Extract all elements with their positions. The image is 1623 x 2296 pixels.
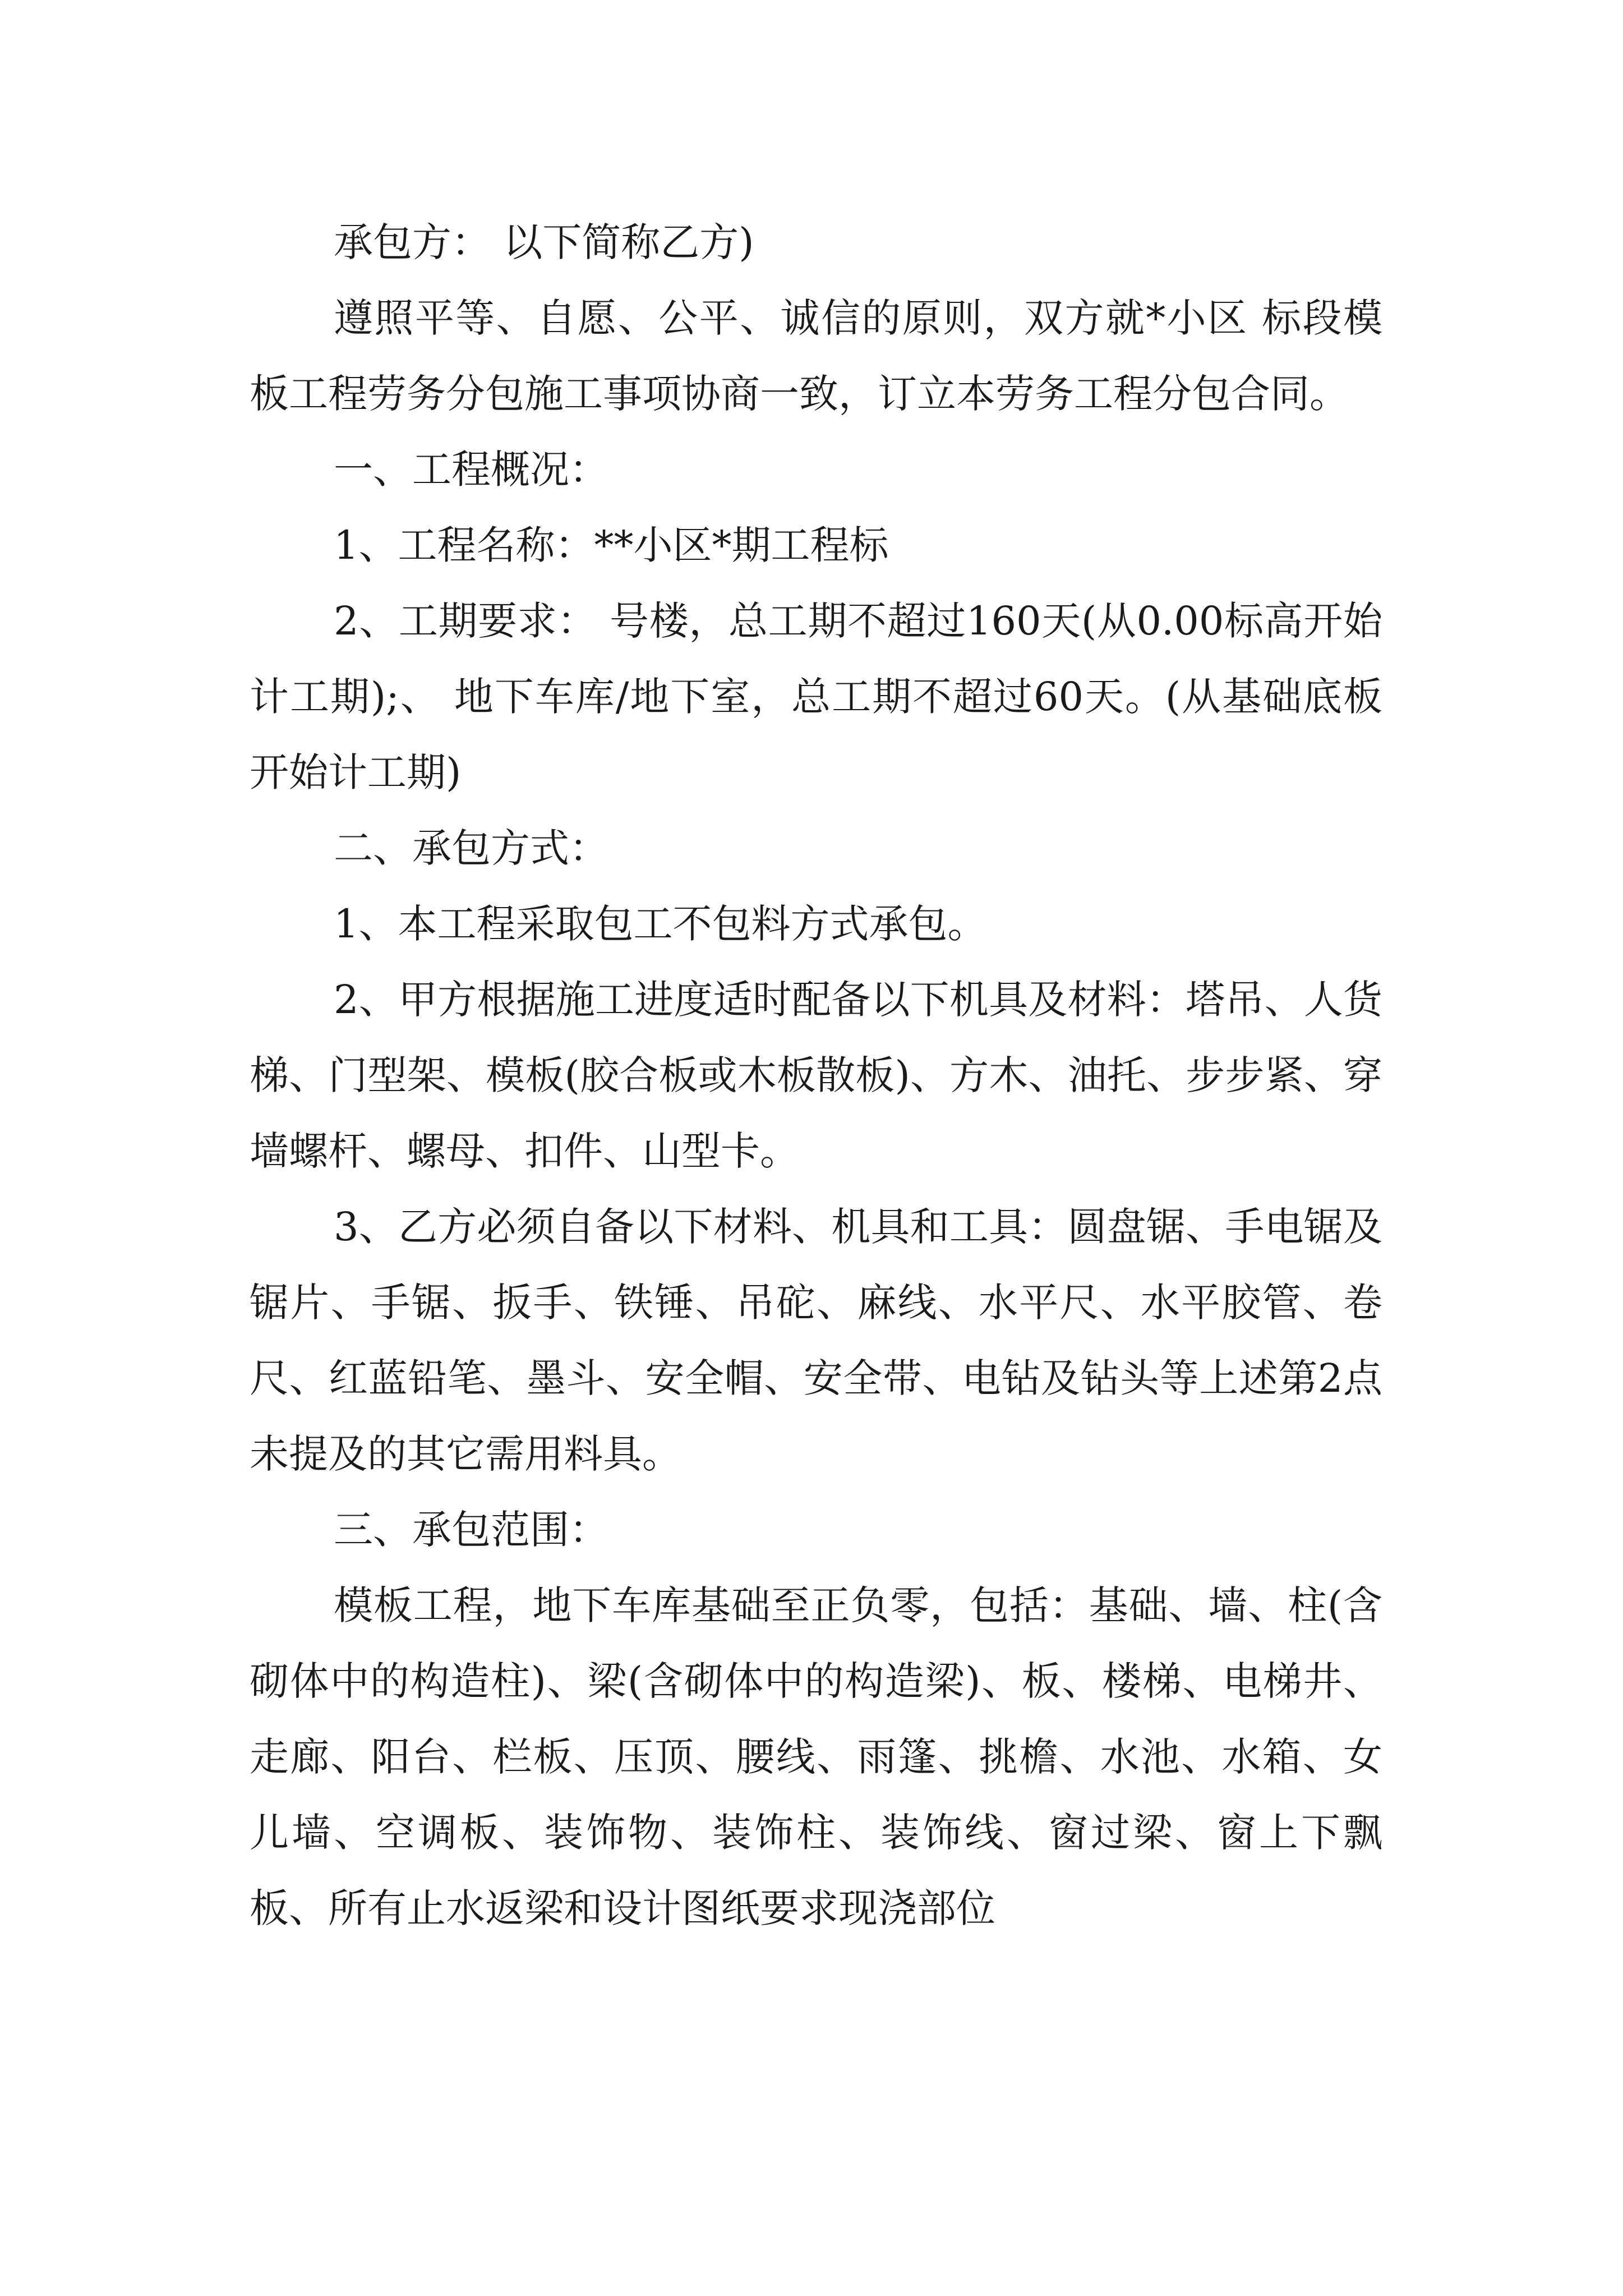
project-name-item: 1、工程名称：**小区*期工程标 — [334, 522, 889, 568]
contractor-line: 承包方： 以下简称乙方) — [334, 219, 754, 265]
section-heading-project-overview: 一、工程概况： — [334, 447, 608, 493]
contract-scope-paragraph: 模板工程，地下车库基础至正负零，包括：基础、墙、柱(含砌体中的构造柱)、梁(含砌体中的构造梁)、板、楼梯、电梯井、走廊、阳台、栏板、压顶、腰线、雨篷、挑檐、水池、水箱、女儿墙、空调板、装饰物、装饰柱、装饰线、窗过梁、窗上下飘板、所有止水返梁和设计图纸要求现浇部位 — [250, 1582, 1382, 1931]
contract-method-item-3: 3、乙方必须自备以下材料、机具和工具：圆盘锯、手电锯及锯片、手锯、扳手、铁锤、吊砣、麻线、水平尺、水平胶管、卷尺、红蓝铅笔、墨斗、安全帽、安全带、电钻及钻头等上述第2点未提及的其它需用料具。 — [250, 1204, 1382, 1477]
contract-method-item-2: 2、甲方根据施工进度适时配备以下机具及材料：塔吊、人货梯、门型架、模板(胶合板或木板散板)、方木、油托、步步紧、穿墙螺杆、螺母、扣件、山型卡。 — [250, 977, 1382, 1174]
section-heading-contract-scope: 三、承包范围： — [334, 1507, 608, 1553]
contract-method-item-1: 1、本工程采取包工不包料方式承包。 — [334, 901, 987, 947]
preamble-paragraph: 遵照平等、自愿、公平、诚信的原则，双方就*小区 标段模板工程劳务分包施工事项协商一致，订立本劳务工程分包合同。 — [250, 295, 1382, 417]
schedule-requirement-item: 2、工期要求： 号楼，总工期不超过160天(从0.00标高开始计工期);、 地下车库/地下室，总工期不超过60天。(从基础底板开始计工期) — [250, 598, 1382, 795]
section-heading-contract-method: 二、承包方式： — [334, 825, 608, 871]
document-page — [250, 205, 1382, 1947]
